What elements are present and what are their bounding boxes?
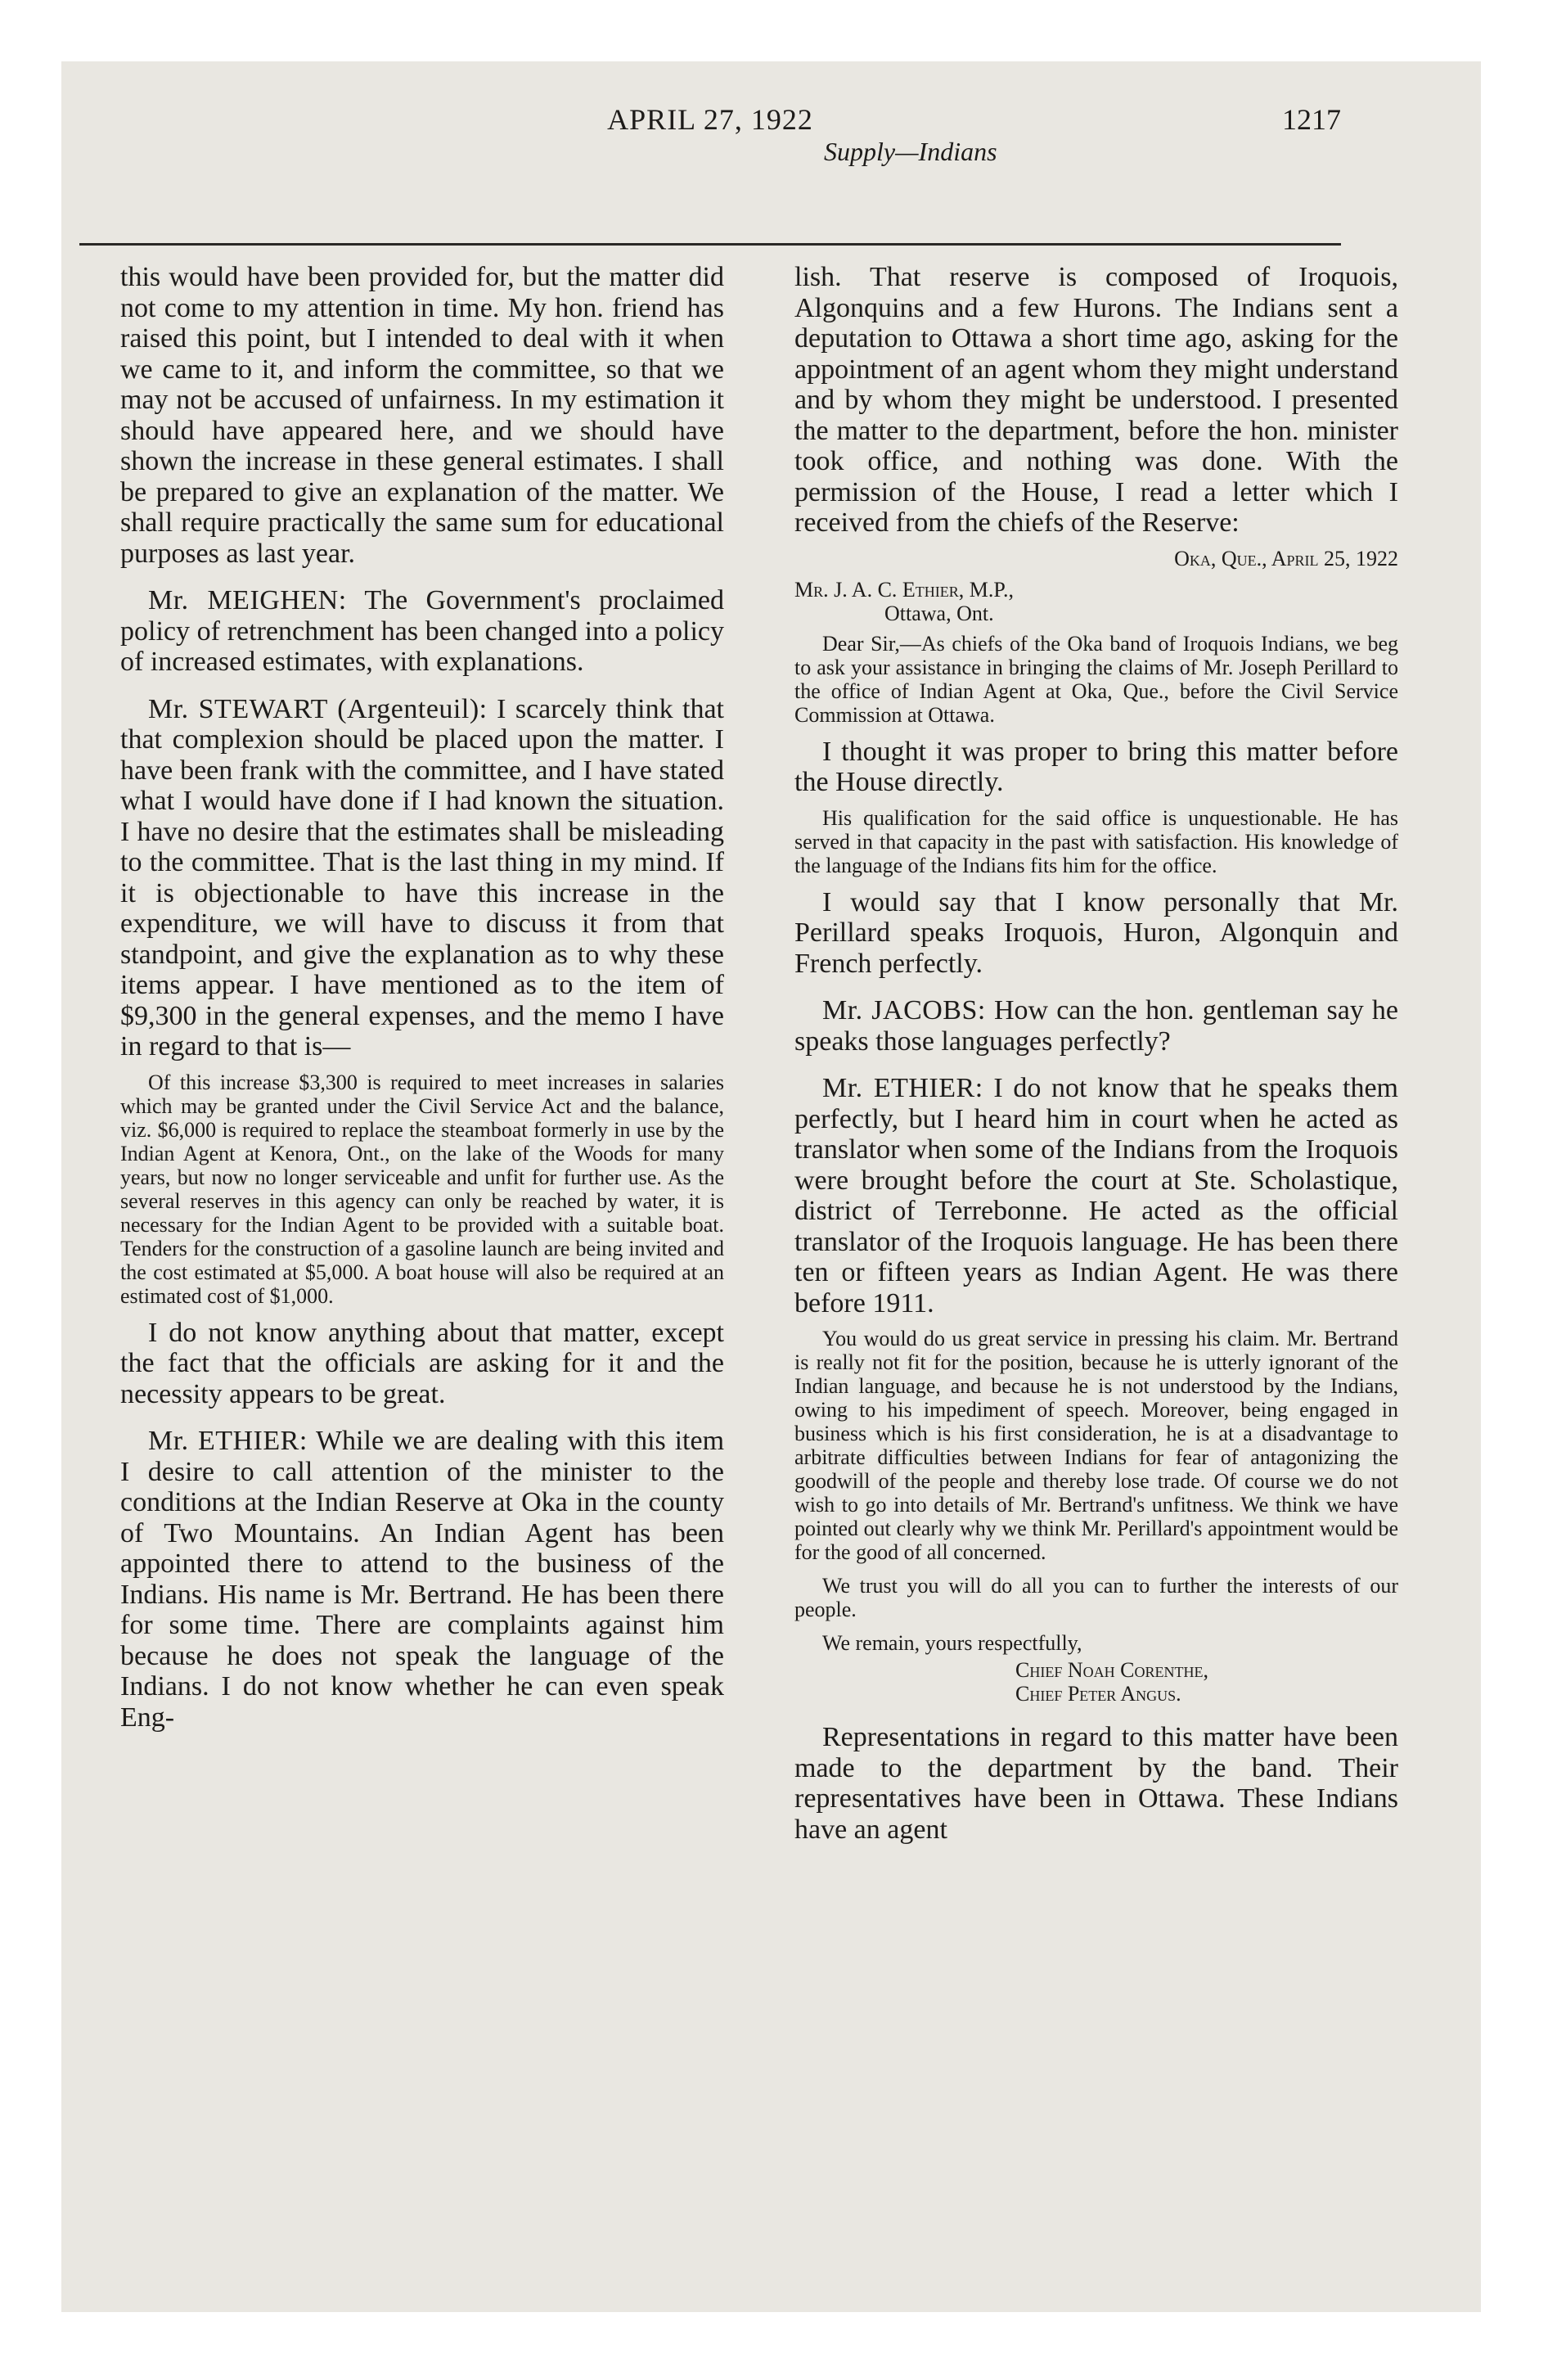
speech-text: I scarcely think that that complexion should be placed upon the matter. I have been frank with the committee, and I have stated what I would have done if I had known the situation. I have no desire that the estimates shall be misleading to the committee. That is the last thing in my mind. If it is objectionable to have this increase in the expenditure, we will have to discuss it from that standpoint, and give the explanation as to why these items appear. I have mentioned as to the item of $9,300 in the general expenses, and the memo I have in regard to that is— — [120, 693, 725, 1062]
speech-text: How can the hon. gentleman say he speaks those languages perfectly? — [794, 995, 1398, 1057]
speech-meighen — [120, 585, 724, 678]
speech-jacobs — [794, 995, 1398, 1057]
speech-ethier — [794, 1073, 1398, 1318]
paragraph: Representations in regard to this matter have been made to the department by the band. Their representatives have been in Ottawa. These Indians have an agent — [794, 1722, 1398, 1845]
speaker-name: Mr. STEWART (Argenteuil): — [148, 693, 488, 724]
paragraph: I do not know anything about that matter, except the fact that the officials are asking for it and the necessity appears to be great. — [120, 1317, 724, 1409]
right-column — [794, 262, 1398, 1853]
addressee-line: Mr. J. A. C. Ethier, M.P., — [794, 577, 1014, 602]
speaker-name: Mr. MEIGHEN: — [148, 585, 347, 615]
speech-text: While we are dealing with this item I desire to call attention of the minister to the conditions at the Indian Reserve at Oka in the county of Two Mountains. An Indian Agent has been appointed there to attend to the business of the Indians. His name is Mr. Bertrand. He has been there for some time. There are complaints against him because he does not speak the language of the Indians. I do not know whether he can even speak Eng- — [120, 1426, 725, 1733]
letter-signature: Chief Noah Corenthe, — [1015, 1658, 1208, 1682]
paragraph: this would have been provided for, but the matter did not come to my attention in time. My hon. friend has raised this point, but I intended to deal with it when we came to it, and inform the committee, so that we may not be accused of unfairness. In my estimation it should have appeared here, and we should have shown the increase in these general estimates. I shall be prepared to give an explanation of the matter. We shall require practically the same sum for educational purposes as last year. — [120, 262, 724, 569]
page-header — [79, 102, 1341, 250]
speech-text: The Government's proclaimed policy of retrenchment has been changed into a policy of increased estimates, with explanations. — [120, 585, 724, 677]
page-number: 1217 — [1282, 103, 1341, 136]
speaker-name: Mr. ETHIER: — [822, 1073, 983, 1103]
addressee-line: Ottawa, Ont. — [884, 601, 994, 625]
letter-addressee — [794, 578, 1398, 625]
letter-paragraph: You would do us great service in pressing his claim. Mr. Bertrand is really not fit for the position, because he is utterly ignorant of the Indian language, and because he is not understood by the Indians, owing to his impediment of speech. Moreover, being engaged in business which is his first consideration, he is at a disadvantage to arbitrate difficulties between Indians for fear of antagonizing the goodwill of the people and thereby lose trade. Of course we do not wish to go into details of Mr. Bertrand's unfitness. We think we have pointed out clearly why we think Mr. Perillard's appointment would be for the good of all concerned. — [794, 1327, 1398, 1564]
memo-quote: Of this increase $3,300 is required to meet increases in salaries which may be granted under the Civil Service Act and the balance, viz. $6,000 is required to replace the steamboat formerly in use by the Indian Agent at Kenora, Ont., on the lake of the Woods for many years, but now no longer serviceable and unfit for further use. As the several reserves in this agency can only be reached by water, it is necessary for the Indian Agent to be provided with a suitable boat. Tenders for the construction of a gasoline launch are being invited and the cost estimated at $5,000. A boat house will also be required at an estimated cost of $1,000. — [120, 1070, 724, 1308]
speaker-name: Mr. ETHIER: — [148, 1426, 308, 1456]
letter-closing: We remain, yours respectfully, — [822, 1631, 1082, 1655]
speech-text: I do not know that he speaks them perfectly, but I heard him in court when he acted as translator when some of the Indians from the Iroquois were brought before the court at Ste. Scholastique, district of Terrebonne. He acted as the official translator of the Iroquois language. He has been there ten or fifteen years as Indian Agent. He was there before 1911. — [794, 1073, 1399, 1318]
header-subject: Supply—Indians — [824, 137, 997, 166]
paragraph: I thought it was proper to bring this matter before the House directly. — [794, 736, 1398, 797]
paragraph: I would say that I know personally that Mr. Perillard speaks Iroquois, Huron, Algonquin and French perfectly. — [794, 886, 1398, 979]
letter-paragraph: We trust you will do all you can to further the interests of our people. — [794, 1574, 1398, 1621]
letter-paragraph: Dear Sir,—As chiefs of the Oka band of Iroquois Indians, we beg to ask your assistance in bringing the claims of Mr. Joseph Perillard to the office of Indian Agent at Oka, Que., before the Civil Service Commission at Ottawa. — [794, 631, 1398, 727]
letter-paragraph: His qualification for the said office is unquestionable. He has served in that capacity in the past with satisfaction. His knowledge of the language of the Indians fits him for the office. — [794, 805, 1398, 877]
header-rule — [79, 243, 1341, 246]
left-column — [120, 262, 724, 1741]
header-date: APRIL 27, 1922 — [607, 103, 813, 136]
speaker-name: Mr. JACOBS: — [822, 995, 986, 1025]
speech-stewart — [120, 694, 724, 1062]
letter-signature: Chief Peter Angus. — [1015, 1682, 1181, 1706]
paragraph: lish. That reserve is composed of Iroquois, Algonquins and a few Hurons. The Indians sent a deputation to Ottawa a short time ago, asking for the appointment of an agent whom they might understand and by whom they might be understood. I presented the matter to the department, before the hon. minister took office, and nothing was done. With the permission of the House, I read a letter which I received from the chiefs of the Reserve: — [794, 262, 1398, 538]
speech-ethier — [120, 1426, 724, 1733]
letter-dateline: Oka, Que., April 25, 1922 — [1174, 546, 1398, 570]
